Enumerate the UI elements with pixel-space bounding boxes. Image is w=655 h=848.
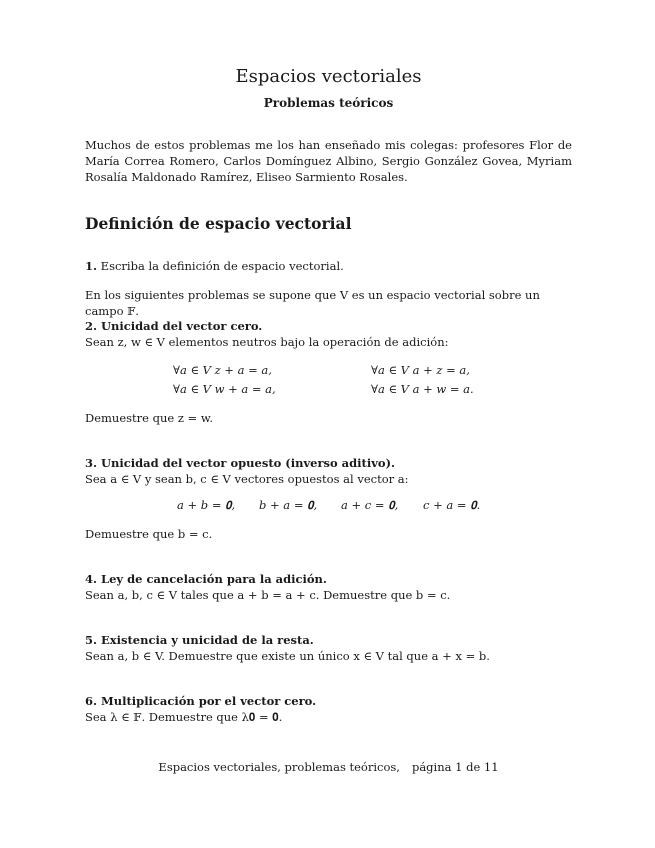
problem-3-eq-1: a + b = 𝟎,: [177, 498, 236, 512]
footer-document-name: Espacios vectoriales, problemas teóricos,: [158, 760, 400, 774]
problem-6-title: 6. Multiplicación por el vector cero.: [85, 694, 317, 708]
assumption-paragraph: En los siguientes problemas se supone que V es un espacio vectorial sobre un campo 𝔽.: [85, 288, 540, 318]
problem-5-text: Sean a, b ∈ V. Demuestre que existe un único x ∈ V tal que a + x = b.: [85, 649, 490, 663]
problem-2-eq-3: ∀a ∈ V w + a = a,: [173, 382, 276, 396]
problem-1-number: 1.: [85, 259, 98, 273]
problem-2-text: Sean z, w ∈ V elementos neutros bajo la operación de adición:: [85, 335, 449, 349]
problem-1-text: Escriba la definición de espacio vectorial.: [100, 259, 344, 273]
problem-3-title: 3. Unicidad del vector opuesto (inverso aditivo).: [85, 456, 396, 470]
problem-3-text: Sea a ∈ V y sean b, c ∈ V vectores opuestos al vector a:: [85, 472, 409, 486]
problem-2-title: 2. Unicidad del vector cero.: [85, 319, 263, 333]
problem-2-eq-4: ∀a ∈ V a + w = a.: [371, 382, 474, 396]
problem-5-title: 5. Existencia y unicidad de la resta.: [85, 633, 314, 647]
document-page: [85, 0, 572, 848]
section-heading: Definición de espacio vectorial: [85, 214, 352, 233]
problem-3-conclusion: Demuestre que b = c.: [85, 527, 213, 541]
problem-1: [85, 258, 572, 274]
document-subtitle: Problemas teóricos: [263, 96, 394, 110]
problem-3-eq-4: c + a = 𝟎.: [423, 498, 481, 512]
problem-6-text: Sea λ ∈ 𝔽. Demuestre que λ𝟎 = 𝟎.: [85, 710, 283, 724]
problem-4-text: Sean a, b, c ∈ V tales que a + b = a + c. Demuestre que b = c.: [85, 588, 451, 602]
problem-3-eq-2: b + a = 𝟎,: [259, 498, 318, 512]
problem-3-eq-3: a + c = 𝟎,: [341, 498, 399, 512]
intro-paragraph: Muchos de estos problemas me los han enseñado mis colegas: profesores Flor de María Correa Romero, Carlos Domínguez Albino, Sergio González Govea, Myriam Rosalía Maldonado Ramírez, Eliseo Sarmiento Rosales.: [85, 138, 572, 184]
problem-2-eq-2: ∀a ∈ V a + z = a,: [371, 363, 470, 377]
problem-2-eq-1: ∀a ∈ V z + a = a,: [173, 363, 272, 377]
page-footer: [85, 760, 572, 774]
problem-4-title: 4. Ley de cancelación para la adición.: [85, 572, 327, 586]
footer-page-number: página 1 de 11: [411, 760, 499, 774]
problem-2-conclusion: Demuestre que z = w.: [85, 411, 213, 425]
document-title: Espacios vectoriales: [235, 66, 422, 87]
